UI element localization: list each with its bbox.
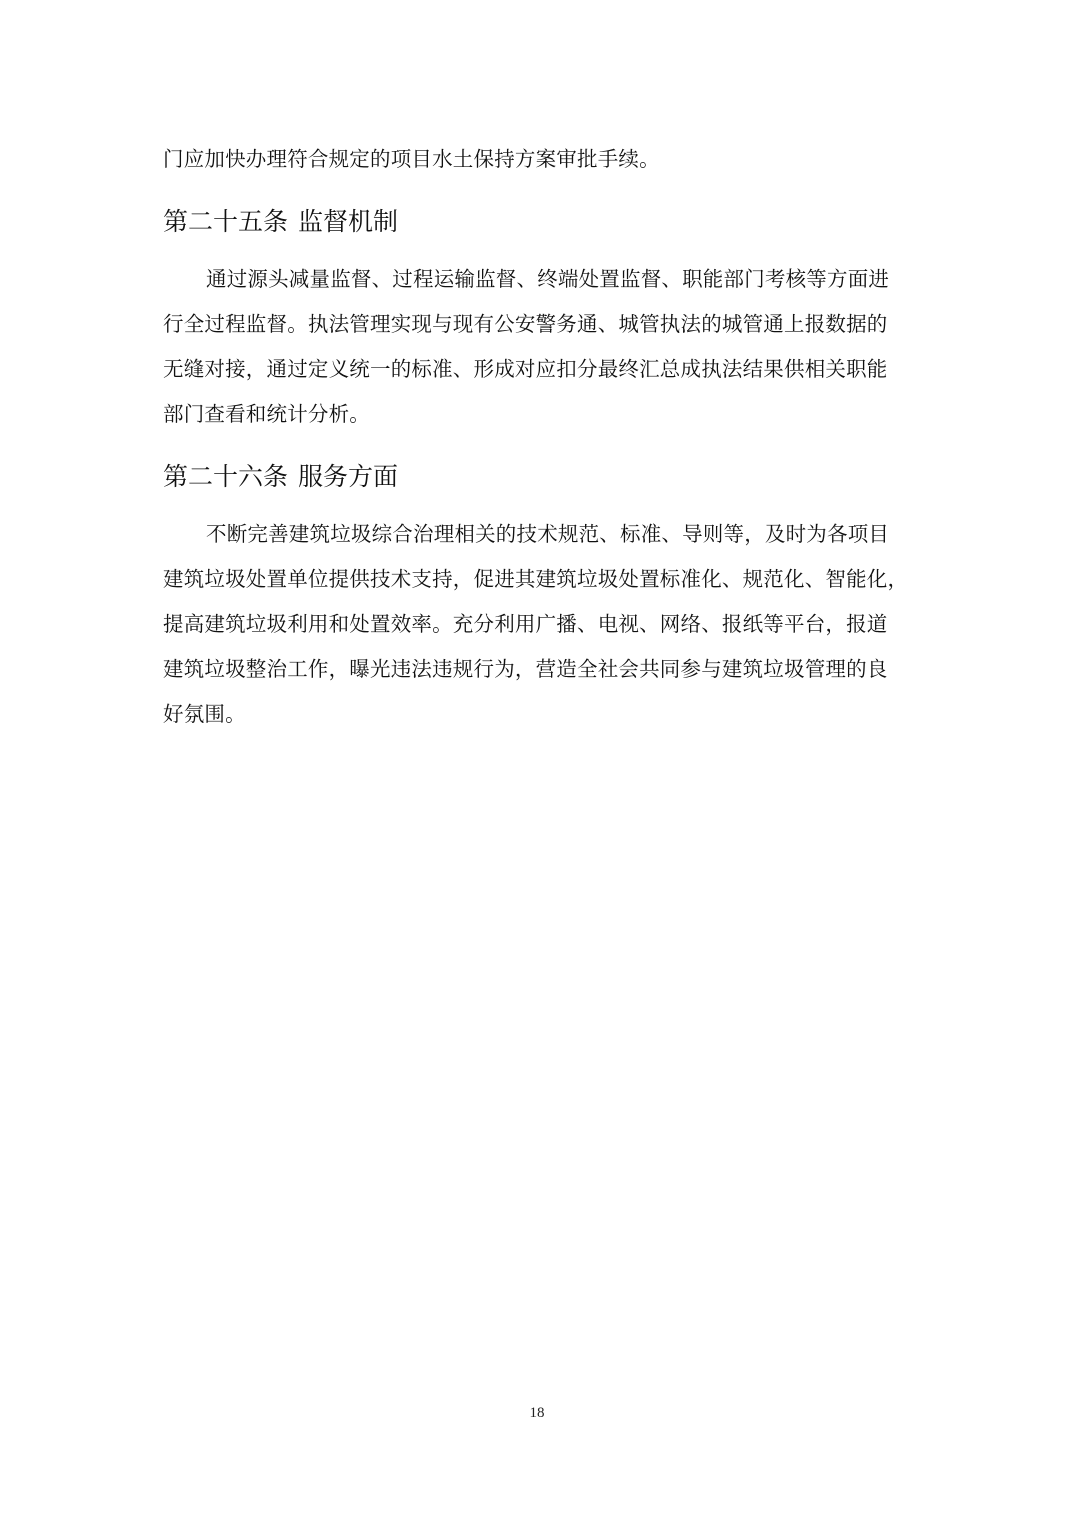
paragraph-line: 不断完善建筑垃圾综合治理相关的技术规范、标准、导则等，及时为各项目: [206, 522, 890, 546]
paragraph-line: 好氛围。: [163, 702, 246, 726]
article-title: 服务方面: [298, 462, 399, 491]
paragraph-line: 提高建筑垃圾利用和处置效率。充分利用广播、电视、网络、报纸等平台，报道: [163, 612, 888, 636]
page-number: 18: [529, 1405, 545, 1421]
paragraph-line: 建筑垃圾处置单位提供技术支持，促进其建筑垃圾处置标准化、规范化、智能化，: [163, 567, 909, 591]
paragraph-line: 无缝对接，通过定义统一的标准、形成对应扣分最终汇总成执法结果供相关职能: [163, 357, 888, 381]
paragraph-line: 部门查看和统计分析。: [163, 402, 370, 426]
article-number: 第二十五条: [163, 207, 289, 236]
page-content: [163, 137, 913, 737]
paragraph-line: 行全过程监督。执法管理实现与现有公安警务通、城管执法的城管通上报数据的: [163, 312, 888, 336]
section-paragraph-25: [163, 257, 913, 437]
opening-line: 门应加快办理符合规定的项目水土保持方案审批手续。: [163, 147, 660, 171]
article-number: 第二十六条: [163, 462, 289, 491]
section-heading-25: [163, 207, 913, 237]
article-title: 监督机制: [298, 207, 399, 236]
section-heading-26: [163, 462, 913, 492]
paragraph-line: 通过源头减量监督、过程运输监督、终端处置监督、职能部门考核等方面进: [206, 267, 890, 291]
paragraph-line: 建筑垃圾整治工作，曝光违法违规行为，营造全社会共同参与建筑垃圾管理的良: [163, 657, 888, 681]
section-paragraph-26: [163, 512, 913, 737]
